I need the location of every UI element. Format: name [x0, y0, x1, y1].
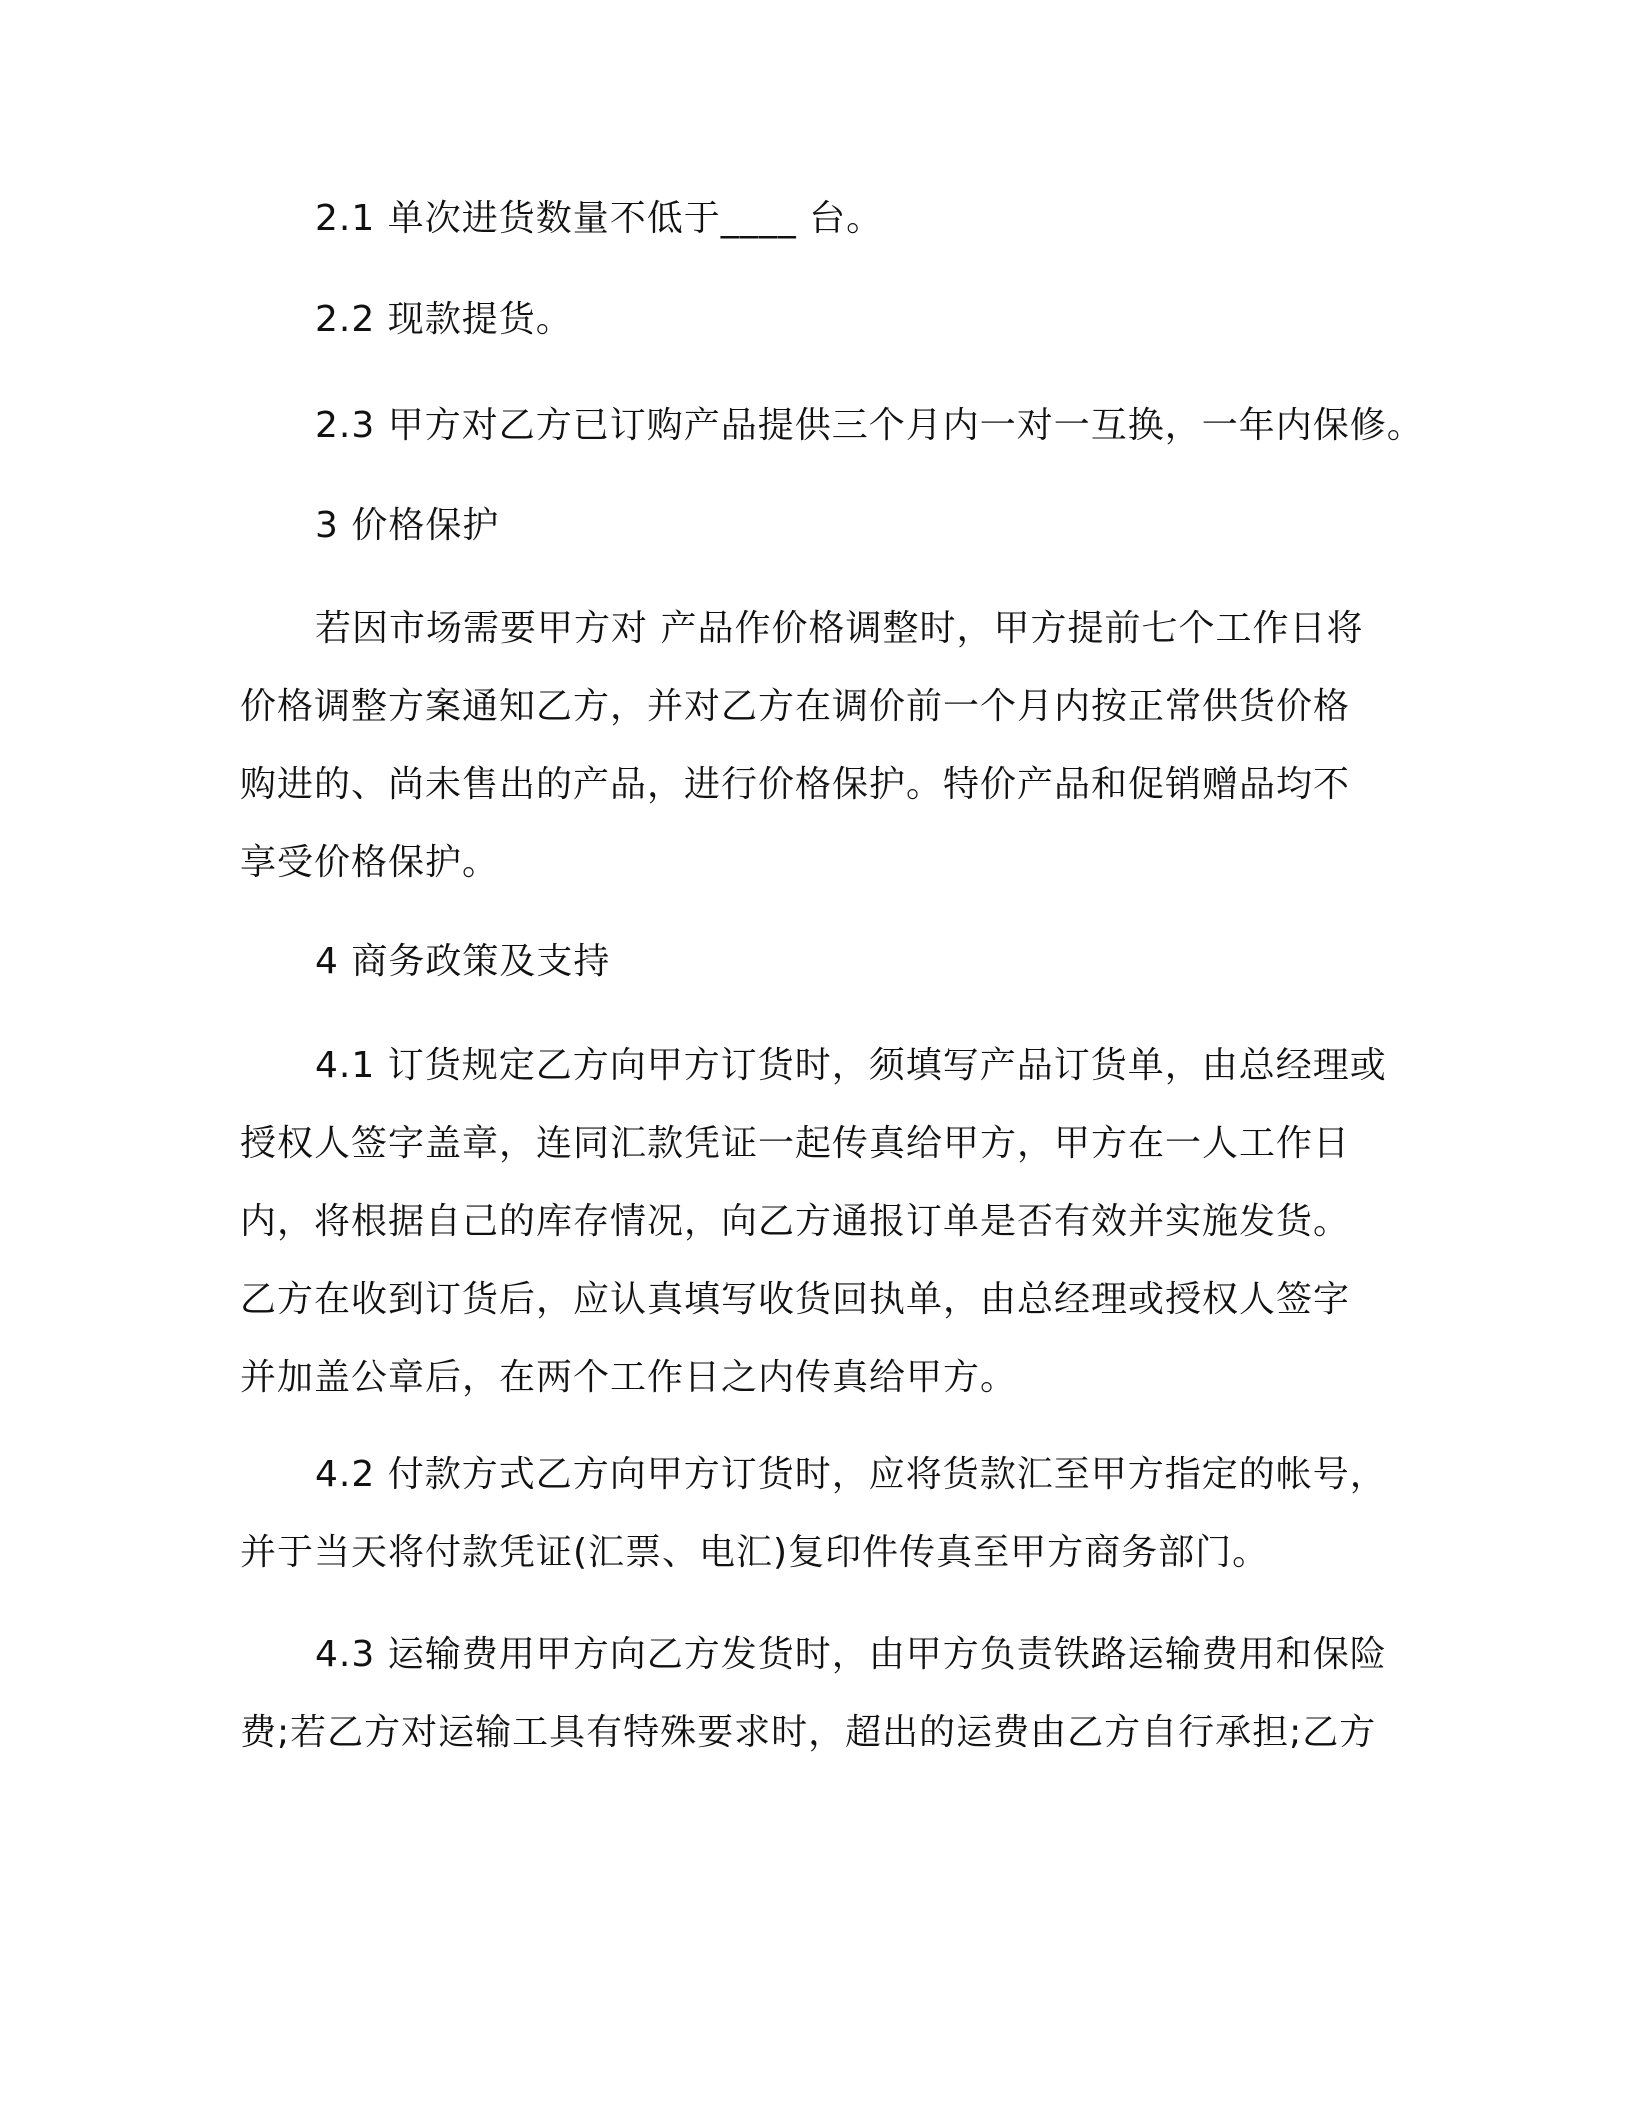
clause-4-3	[240, 1616, 1410, 1772]
text-line: 若因市场需要甲方对 产品作价格调整时，甲方提前七个工作日将	[315, 608, 1364, 649]
section-heading: 4 商务政策及支持	[315, 941, 611, 982]
text-line: 授权人签字盖章，连同汇款凭证一起传真给甲方，甲方在一人工作日	[240, 1123, 1351, 1164]
clause-2-2	[240, 281, 1410, 359]
section-heading-3	[240, 487, 1410, 565]
text-line: 内，将根据自己的库存情况，向乙方通报订单是否有效并实施发货。	[240, 1201, 1351, 1242]
section-heading-4	[240, 923, 1410, 1001]
text-line: 4.2 付款方式乙方向甲方订货时，应将货款汇至甲方指定的帐号，	[315, 1454, 1387, 1495]
text-line: 价格调整方案通知乙方，并对乙方在调价前一个月内按正常供货价格	[240, 686, 1351, 727]
text-line: 并加盖公章后，在两个工作日之内传真给甲方。	[240, 1357, 1018, 1398]
clause-4-1	[240, 1027, 1410, 1417]
text-line: 2.1 单次进货数量不低于____ 台。	[315, 198, 884, 239]
text-line: 并于当天将付款凭证(汇票、电汇)复印件传真至甲方商务部门。	[240, 1532, 1270, 1573]
text-line: 购进的、尚未售出的产品，进行价格保护。特价产品和促销赠品均不	[240, 764, 1351, 805]
text-line: 享受价格保护。	[240, 842, 500, 883]
text-line: 乙方在收到订货后，应认真填写收货回执单，由总经理或授权人签字	[240, 1279, 1351, 1320]
text-line: 费;若乙方对运输工具有特殊要求时，超出的运费由乙方自行承担;乙方	[240, 1712, 1377, 1753]
clause-3-body	[240, 590, 1410, 902]
clause-4-2	[240, 1436, 1410, 1592]
clause-2-1	[240, 180, 1410, 258]
clause-2-3	[240, 387, 1424, 465]
text-line: 4.1 订货规定乙方向甲方订货时，须填写产品订货单，由总经理或	[315, 1045, 1387, 1086]
text-line: 4.3 运输费用甲方向乙方发货时，由甲方负责铁路运输费用和保险	[315, 1634, 1387, 1675]
section-heading: 3 价格保护	[315, 505, 500, 546]
text-line: 2.3 甲方对乙方已订购产品提供三个月内一对一互换，一年内保修。	[315, 405, 1424, 446]
text-line: 2.2 现款提货。	[315, 299, 573, 340]
